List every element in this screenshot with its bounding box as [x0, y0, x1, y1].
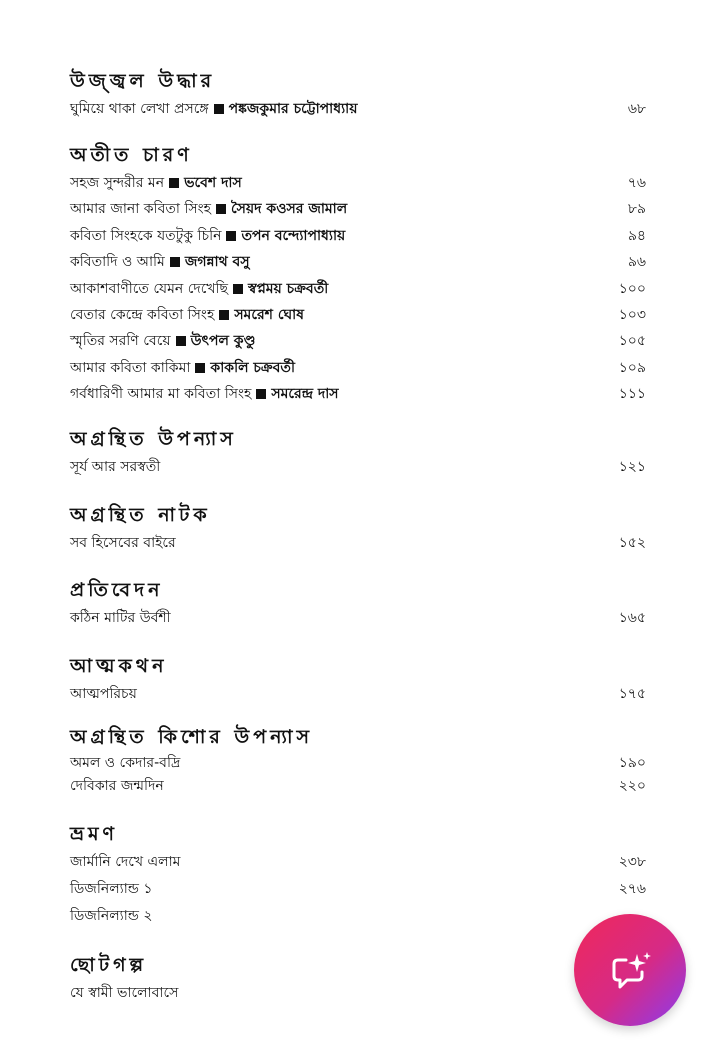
- toc-entry: [70, 276, 650, 302]
- entry-author: পঙ্কজকুমার চট্টোপাধ্যায়: [228, 101, 358, 117]
- toc-entry: [70, 196, 650, 222]
- toc-entry: [70, 752, 650, 775]
- toc-entry: [70, 775, 650, 798]
- separator-square-icon: [219, 310, 229, 320]
- entry-title-line: [70, 196, 347, 222]
- entry-author: কাকলি চক্রবর্তী: [210, 359, 295, 376]
- section-heading: উজ্জ্বল উদ্ধার: [70, 70, 216, 92]
- toc-section: [70, 66, 650, 122]
- toc-entry: [70, 381, 650, 407]
- entry-title: যে স্বামী ভালোবাসে: [70, 985, 179, 1001]
- entry-page-number: ২৩৮: [618, 854, 646, 870]
- entry-author: স্বপ্নময় চক্রবর্তী: [248, 280, 329, 297]
- ai-assistant-button[interactable]: [574, 914, 686, 1026]
- sparkle-chat-icon: [606, 946, 654, 994]
- entry-page-number: ৯৬: [627, 254, 646, 271]
- section-heading: অগ্রন্থিত নাটক: [70, 504, 211, 526]
- entry-author: জগন্নাথ বসু: [184, 254, 250, 271]
- separator-square-icon: [170, 257, 180, 267]
- entry-title: ডিজনিল্যান্ড ১: [70, 881, 153, 897]
- entry-author: সমরেশ ঘোষ: [234, 306, 304, 323]
- entry-page-number: ৬৮: [627, 101, 646, 117]
- entry-author: উৎপল কুণ্ডু: [190, 333, 256, 350]
- entry-page-number: ১৭৫: [618, 686, 646, 702]
- entry-title: আত্মপরিচয়: [70, 686, 137, 702]
- entry-title: আকাশবাণীতে যেমন দেখেছি: [70, 280, 229, 297]
- entry-page-number: ১০৫: [618, 333, 646, 350]
- entry-page-number: ৮৯: [627, 201, 646, 218]
- entry-title: সূর্য আর সরস্বতী: [70, 459, 161, 475]
- entry-author: সমরেন্দ্র দাস: [271, 386, 339, 403]
- section-heading: ছোটগল্প: [70, 954, 148, 976]
- separator-square-icon: [214, 104, 224, 114]
- entry-page-number: ২৭৬: [618, 881, 646, 897]
- separator-square-icon: [176, 336, 186, 346]
- entry-page-number: ১৫২: [618, 535, 646, 551]
- entry-title: কঠিন মাটির উর্বশী: [70, 610, 171, 626]
- entry-author: সৈয়দ কওসর জামাল: [231, 201, 348, 218]
- section-heading: অগ্রন্থিত কিশোর উপন্যাস: [70, 726, 313, 748]
- entry-title: আমার কবিতা কাকিমা: [70, 359, 191, 376]
- section-heading: ভ্রমণ: [70, 823, 118, 845]
- toc-entry: [70, 170, 650, 196]
- toc-entry: [70, 96, 650, 122]
- entry-page-number: ১০০: [618, 280, 646, 297]
- toc-entry: [70, 605, 650, 631]
- toc-section: [70, 575, 650, 631]
- toc-section: [70, 500, 650, 556]
- entry-title-line: [70, 276, 328, 302]
- entry-page-number: ১০৯: [618, 359, 646, 376]
- separator-square-icon: [233, 284, 243, 294]
- toc-entry: [70, 302, 650, 328]
- toc-entry: [70, 681, 650, 707]
- section-heading: অতীত চারণ: [70, 144, 193, 166]
- entry-title-line: [70, 355, 295, 381]
- toc-entry: [70, 980, 650, 1006]
- separator-square-icon: [256, 389, 266, 399]
- entry-page-number: ১৬৫: [618, 610, 646, 626]
- entry-page-number: ৭৬: [627, 175, 646, 191]
- toc-entry: [70, 849, 650, 876]
- entry-title: সব হিসেবের বাইরে: [70, 535, 176, 551]
- entry-page-number: ১০৩: [618, 306, 646, 323]
- entry-title: দেবিকার জন্মদিন: [70, 778, 164, 794]
- toc-section: [70, 950, 650, 1006]
- entry-title-line: [70, 96, 357, 122]
- toc-entry: [70, 249, 650, 275]
- toc-entry: [70, 454, 650, 480]
- entry-page-number: ২২০: [618, 778, 646, 794]
- entry-title: কবিতা সিংহকে যতটুকু চিনি: [70, 227, 222, 244]
- entry-author: ভবেশ দাস: [184, 175, 242, 191]
- entry-title: স্মৃতির সরণি বেয়ে: [70, 333, 171, 350]
- section-heading: অগ্রন্থিত উপন্যাস: [70, 428, 237, 450]
- toc-section: [70, 651, 650, 707]
- section-heading: আত্মকথন: [70, 655, 168, 677]
- separator-square-icon: [216, 204, 226, 214]
- toc-entry: [70, 328, 650, 354]
- toc-section: [70, 722, 650, 798]
- toc-entry: [70, 876, 650, 903]
- entry-title: ডিজনিল্যান্ড ২: [70, 908, 153, 924]
- entry-page-number: ১১১: [618, 386, 646, 403]
- entry-title: জার্মানি দেখে এলাম: [70, 854, 181, 870]
- entry-title: ঘুমিয়ে থাকা লেখা প্রসঙ্গে: [70, 101, 209, 117]
- section-heading: প্রতিবেদন: [70, 579, 164, 601]
- toc-entry: [70, 903, 650, 930]
- entry-title: কবিতাদি ও আমি: [70, 254, 165, 271]
- toc-entry: [70, 223, 650, 249]
- toc-entry: [70, 355, 650, 381]
- entry-title-line: [70, 302, 304, 328]
- entry-author: তপন বন্দ্যোপাধ্যায়: [241, 227, 346, 244]
- entry-title: আমার জানা কবিতা সিংহ: [70, 201, 212, 218]
- entry-title-line: [70, 249, 250, 275]
- separator-square-icon: [226, 231, 236, 241]
- entry-title: গর্বধারিণী আমার মা কবিতা সিংহ: [70, 386, 252, 403]
- separator-square-icon: [169, 178, 179, 188]
- toc-section: [70, 424, 650, 480]
- toc-entry: [70, 530, 650, 556]
- entry-page-number: ৯৪: [627, 227, 646, 244]
- separator-square-icon: [195, 363, 205, 373]
- entry-title-line: [70, 170, 242, 196]
- entry-title-line: [70, 328, 255, 354]
- entry-title-line: [70, 223, 345, 249]
- entry-page-number: ১২১: [618, 459, 646, 475]
- entry-title-line: [70, 381, 339, 407]
- entry-title: সহজ সুন্দরীর মন: [70, 175, 165, 191]
- entry-title: বেতার কেন্দ্রে কবিতা সিংহ: [70, 306, 215, 323]
- entry-page-number: ১৯০: [618, 755, 646, 771]
- toc-section: [70, 819, 650, 930]
- entry-title: অমল ও কেদার-বদ্রি: [70, 755, 181, 771]
- toc-section: [70, 140, 650, 408]
